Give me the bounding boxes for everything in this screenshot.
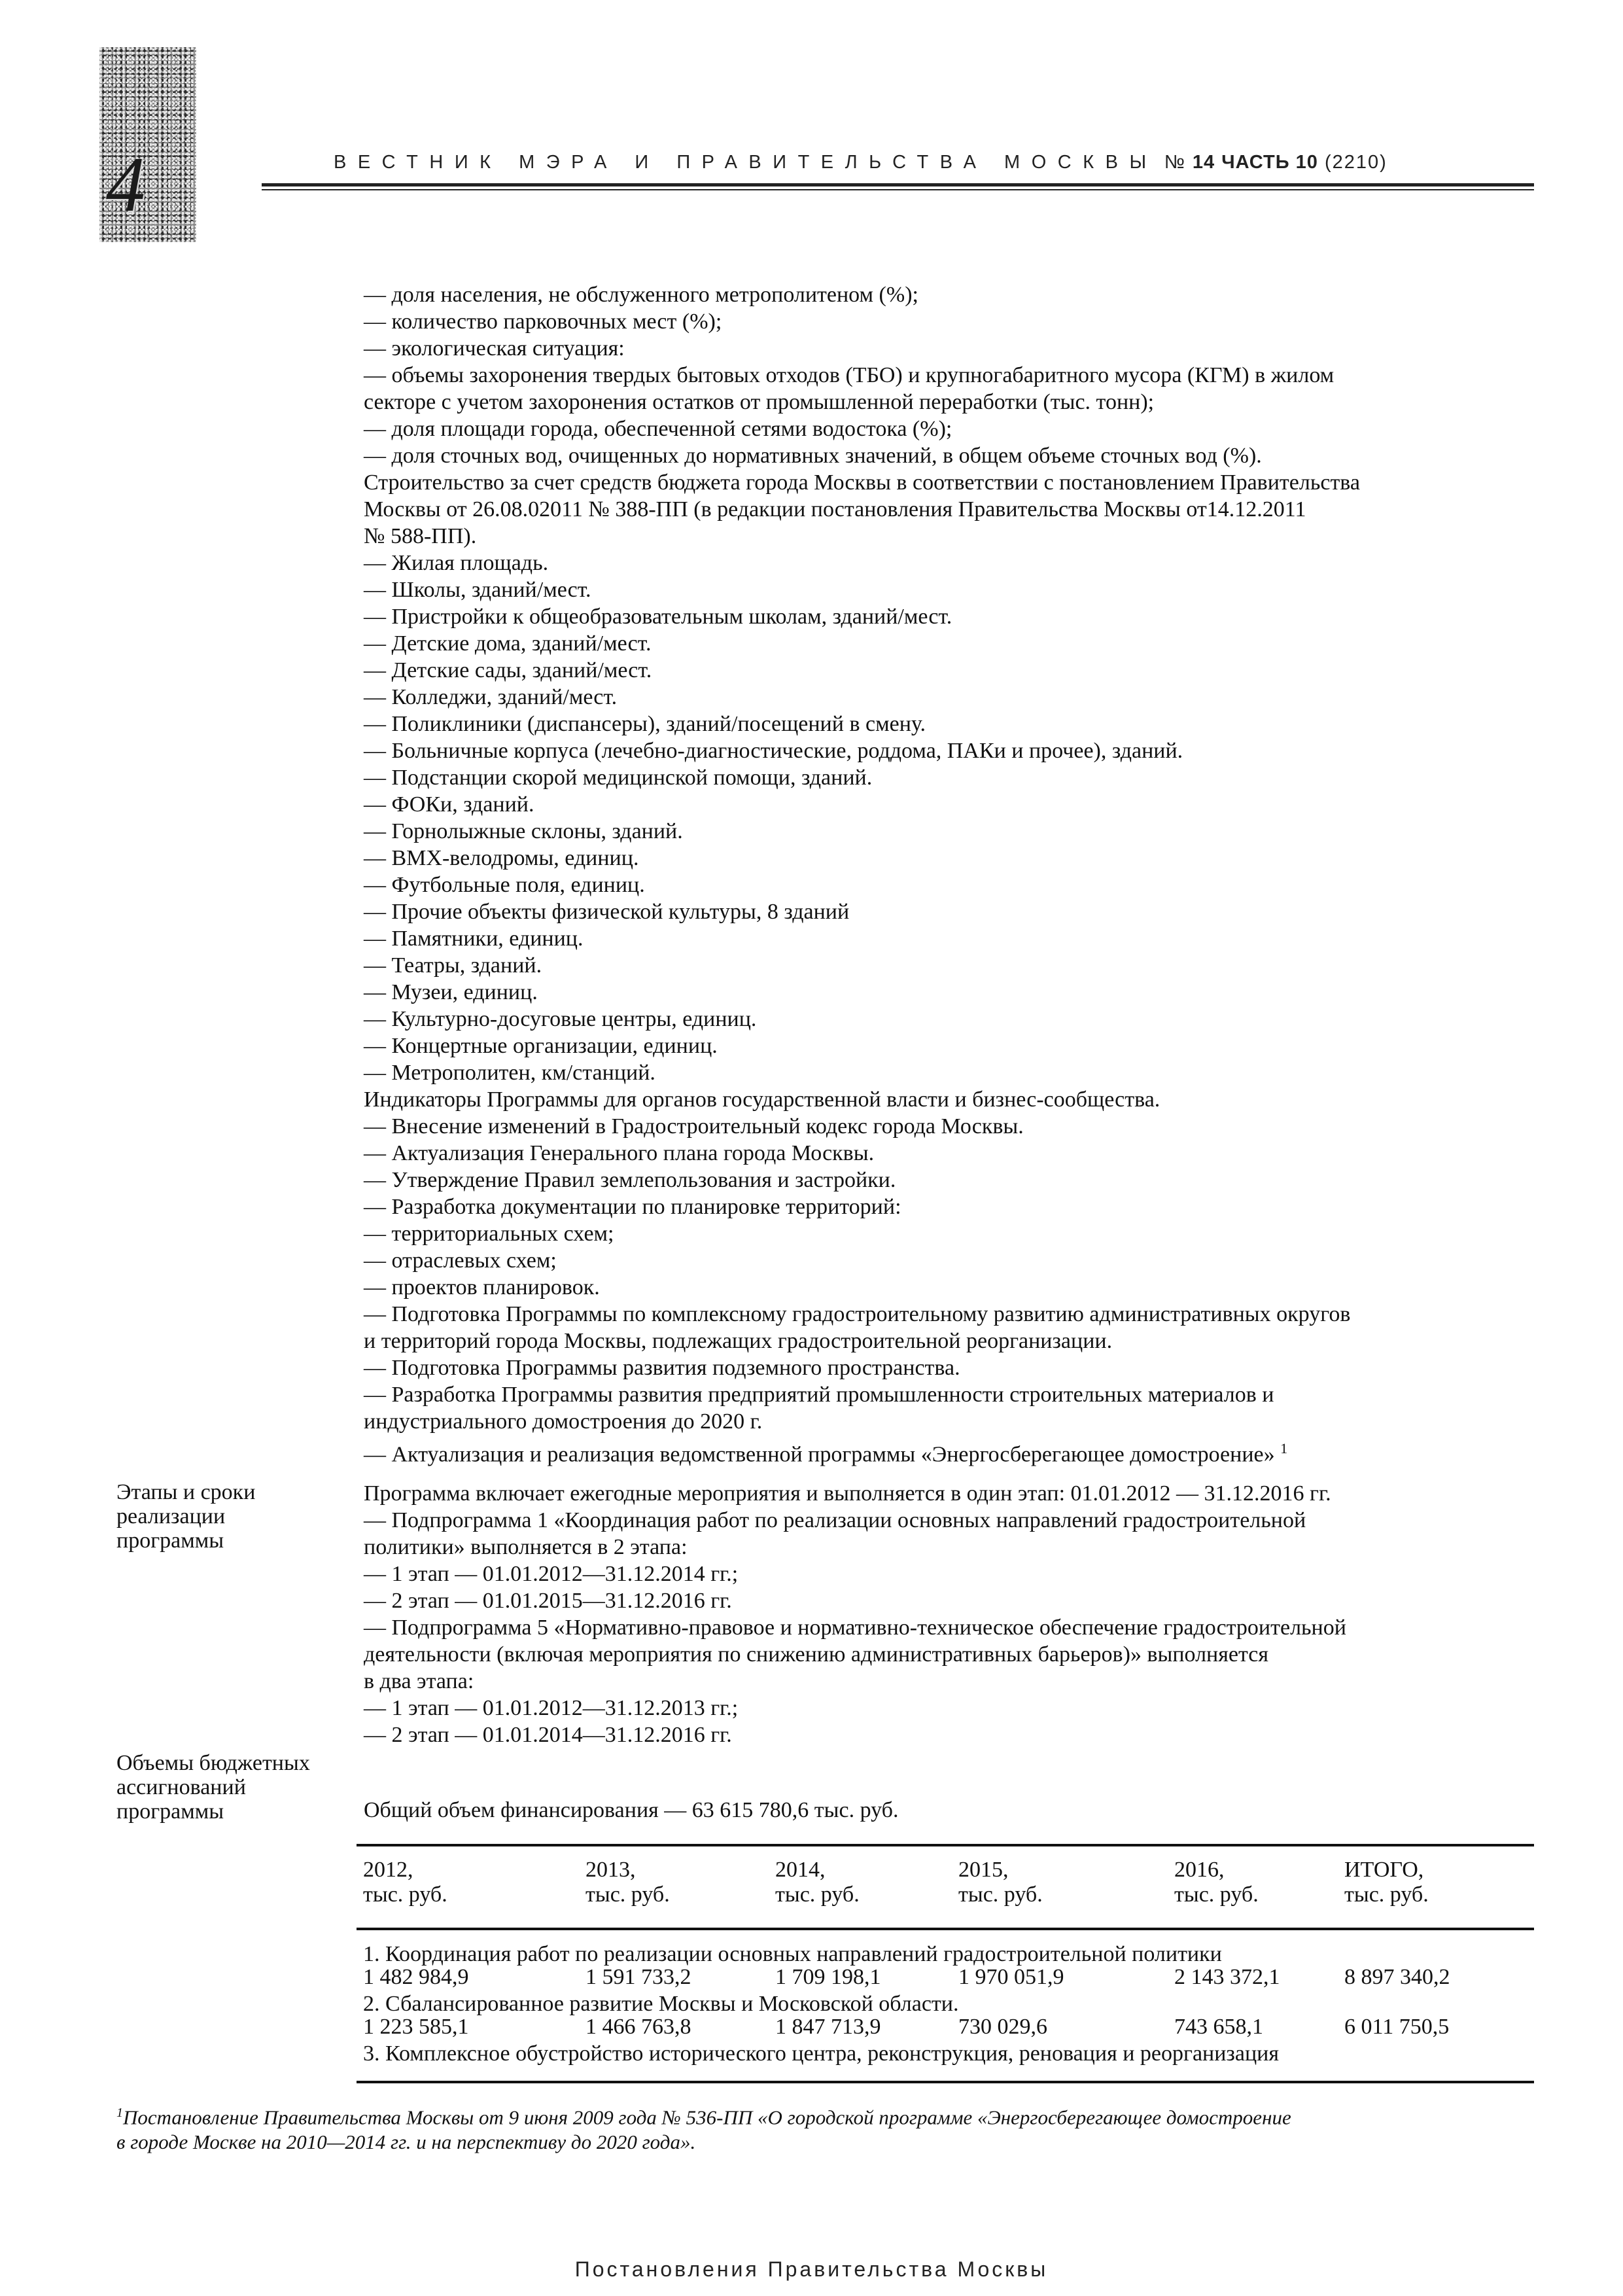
text-line: — Футбольные поля, единиц.: [364, 873, 645, 897]
text-line: — Подготовка Программы развития подземного пространства.: [364, 1356, 960, 1380]
text-line: секторе с учетом захоронения остатков от промышленной переработки (тыс. тонн);: [364, 390, 1155, 414]
part-label: ЧАСТЬ 10: [1221, 152, 1318, 173]
text-line: — доля площади города, обеспеченной сетями водостока (%);: [364, 417, 952, 441]
journal-header: [334, 152, 1534, 173]
text-line: — Прочие объекты физической культуры, 8 зданий: [364, 900, 850, 924]
table-top-rule: [357, 1844, 1534, 1846]
footnote: [116, 2100, 1536, 2155]
budget-total-text: Общий объем финансирования — 63 615 780,6 тыс. руб.: [364, 1798, 899, 1822]
stages-line: — 2 этап — 01.01.2014—31.12.2016 гг.: [364, 1723, 732, 1747]
column-unit: тыс. руб.: [1344, 1882, 1429, 1907]
stages-label-line: Этапы и сроки: [116, 1480, 256, 1504]
journal-title: ВЕСТНИК МЭРА И ПРАВИТЕЛЬСТВА МОСКВЫ: [334, 152, 1158, 173]
text-line: — ФОКи, зданий.: [364, 792, 534, 817]
issue-total: (2210): [1324, 152, 1387, 173]
stages-line: деятельности (включая мероприятия по снижению административных барьеров)» выполняется: [364, 1642, 1268, 1667]
column-year: 2014,: [775, 1858, 826, 1882]
table-header-rule: [357, 1928, 1534, 1930]
text-line: — Метрополитен, км/станций.: [364, 1061, 655, 1085]
section-title: 3. Комплексное обустройство исторического центра, реконструкция, реновация и реорганизация: [363, 2041, 1279, 2066]
text-line: — экологическая ситуация:: [364, 336, 625, 361]
text-line: Строительство за счет средств бюджета города Москвы в соответствии с постановлением Правительства: [364, 470, 1360, 495]
column-year: 2016,: [1174, 1858, 1225, 1882]
text-line: — Внесение изменений в Градостроительный кодекс города Москвы.: [364, 1114, 1024, 1139]
column-unit: тыс. руб.: [1174, 1882, 1259, 1907]
column-unit: тыс. руб.: [363, 1882, 447, 1907]
page-number-badge: [99, 47, 196, 242]
value-cell: 1 847 713,9: [775, 2015, 881, 2039]
text-line: — Концертные организации, единиц.: [364, 1034, 718, 1058]
text-line: — проектов планировок.: [364, 1275, 600, 1299]
value-cell: 1 482 984,9: [363, 1965, 469, 1989]
budget-label-line: ассигнований: [116, 1775, 246, 1799]
text-line: Индикаторы Программы для органов государственной власти и бизнес-сообщества.: [364, 1087, 1161, 1112]
indicators-list: [364, 281, 1535, 1468]
text-line: — объемы захоронения твердых бытовых отходов (ТБО) и крупногабаритного мусора (КГМ) в жилом: [364, 363, 1335, 387]
value-cell: 2 143 372,1: [1174, 1965, 1280, 1989]
text-line: — Театры, зданий.: [364, 953, 542, 978]
text-line: — Подстанции скорой медицинской помощи, зданий.: [364, 766, 873, 790]
text-line: — Колледжи, зданий/мест.: [364, 685, 618, 709]
stages-label-line: программы: [116, 1528, 224, 1553]
column-year: 2012,: [363, 1858, 413, 1882]
value-cell: 6 011 750,5: [1344, 2015, 1450, 2039]
stages-line: в два этапа:: [364, 1669, 474, 1693]
text-line: — ВМХ-велодромы, единиц.: [364, 846, 639, 870]
footer-title: Постановления Правительства Москвы: [574, 2257, 1049, 2281]
text-line: — Школы, зданий/мест.: [364, 578, 591, 602]
text-line: — отраслевых схем;: [364, 1248, 557, 1273]
text-line: — количество парковочных мест (%);: [364, 309, 722, 334]
footnote-ref: 1: [1280, 1440, 1288, 1457]
stages-label-line: реализации: [116, 1504, 226, 1528]
column-year: 2013,: [585, 1858, 636, 1882]
text-line: — Детские сады, зданий/мест.: [364, 658, 652, 682]
text-line: — Музеи, единиц.: [364, 980, 538, 1004]
column-unit: тыс. руб.: [585, 1882, 670, 1907]
budget-total: [364, 1797, 1535, 1824]
text-line: — Разработка Программы развития предприятий промышленности строительных материалов и: [364, 1383, 1274, 1407]
text-line: — Утверждение Правил землепользования и застройки.: [364, 1168, 896, 1192]
text-line: — Горнолыжные склоны, зданий.: [364, 819, 683, 843]
page-number: 4: [106, 141, 145, 228]
text-line: № 588-ПП).: [364, 524, 477, 548]
text-line: — Детские дома, зданий/мест.: [364, 631, 652, 656]
text-line: и территорий города Москвы, подлежащих градостроительной реорганизации.: [364, 1329, 1113, 1353]
text-line: — доля населения, не обслуженного метрополитеном (%);: [364, 283, 918, 307]
table-bottom-rule: [357, 2081, 1534, 2083]
value-cell: 730 029,6: [958, 2015, 1047, 2039]
value-cell: 1 223 585,1: [363, 2015, 469, 2039]
header-rule-thin: [262, 189, 1534, 190]
section-title: 2. Сбалансированное развитие Москвы и Московской области.: [363, 1992, 959, 2016]
value-cell: 8 897 340,2: [1344, 1965, 1450, 1989]
stages-line: политики» выполняется в 2 этапа:: [364, 1535, 688, 1559]
value-cell: 743 658,1: [1174, 2015, 1263, 2039]
stages-text: [364, 1480, 1535, 1748]
section-title: 1. Координация работ по реализации основных направлений градостроительной политики: [363, 1942, 1222, 1966]
issue-number: 14: [1192, 152, 1215, 173]
text-line: [364, 1435, 1535, 1468]
text-line: — Культурно-досуговые центры, единиц.: [364, 1007, 757, 1031]
column-unit: тыс. руб.: [958, 1882, 1043, 1907]
text-line: — территориальных схем;: [364, 1222, 614, 1246]
text-line: Москвы от 26.08.02011 № 388-ПП (в редакции постановления Правительства Москвы от14.12.2011: [364, 497, 1306, 521]
stages-line: — Подпрограмма 1 «Координация работ по реализации основных направлений градостроительной: [364, 1508, 1306, 1532]
value-cell: 1 466 763,8: [585, 2015, 691, 2039]
stages-line: — 1 этап — 01.01.2012—31.12.2013 гг.;: [364, 1696, 739, 1720]
text-line: — Жилая площадь.: [364, 551, 549, 575]
issue-sign: №: [1164, 152, 1186, 173]
text-line: — Памятники, единиц.: [364, 927, 584, 951]
budget-label-line: Объемы бюджетных: [116, 1751, 310, 1775]
text-line: — Больничные корпуса (лечебно-диагностические, роддома, ПАКи и прочее), зданий.: [364, 739, 1183, 763]
stages-line: — 1 этап — 01.01.2012—31.12.2014 гг.;: [364, 1562, 739, 1586]
text-line: — Пристройки к общеобразовательным школам, зданий/мест.: [364, 605, 952, 629]
budget-label: [116, 1751, 358, 1824]
header-rule: [262, 183, 1534, 186]
text-line: индустриального домостроения до 2020 г.: [364, 1409, 763, 1434]
text-line: — Разработка документации по планировке территорий:: [364, 1195, 901, 1219]
value-cell: 1 709 198,1: [775, 1965, 881, 1989]
text-line: — Актуализация Генерального плана города Москвы.: [364, 1141, 875, 1165]
stages-line: — 2 этап — 01.01.2015—31.12.2016 гг.: [364, 1589, 732, 1613]
stages-line: Программа включает ежегодные мероприятия и выполняется в один этап: 01.01.2012 — 31.12.2016 гг.: [364, 1481, 1331, 1506]
budget-label-line: программы: [116, 1799, 224, 1824]
stages-label: [116, 1480, 358, 1553]
text-line: — Подготовка Программы по комплексному градостроительному развитию административных округов: [364, 1302, 1351, 1326]
text-line: — доля сточных вод, очищенных до нормативных значений, в общем объеме сточных вод (%).: [364, 444, 1262, 468]
text-line: — Поликлиники (диспансеры), зданий/посещений в смену.: [364, 712, 926, 736]
footnote-line: в городе Москве на 2010—2014 гг. и на перспективу до 2020 года».: [116, 2130, 696, 2154]
value-cell: 1 970 051,9: [958, 1965, 1064, 1989]
footnote-marker: 1: [116, 2106, 123, 2120]
footnote-line: Постановление Правительства Москвы от 9 июня 2009 года № 536-ПП «О городской программе «Энергосберегающее домостроение: [123, 2106, 1291, 2129]
text-line-content: — Актуализация и реализация ведомственной программы «Энергосберегающее домостроение»: [364, 1442, 1275, 1467]
column-year: 2015,: [958, 1858, 1009, 1882]
value-cell: 1 591 733,2: [585, 1965, 691, 1989]
column-year: ИТОГО,: [1344, 1858, 1424, 1882]
column-unit: тыс. руб.: [775, 1882, 860, 1907]
stages-line: — Подпрограмма 5 «Нормативно-правовое и нормативно-техническое обеспечение градостроительной: [364, 1616, 1346, 1640]
